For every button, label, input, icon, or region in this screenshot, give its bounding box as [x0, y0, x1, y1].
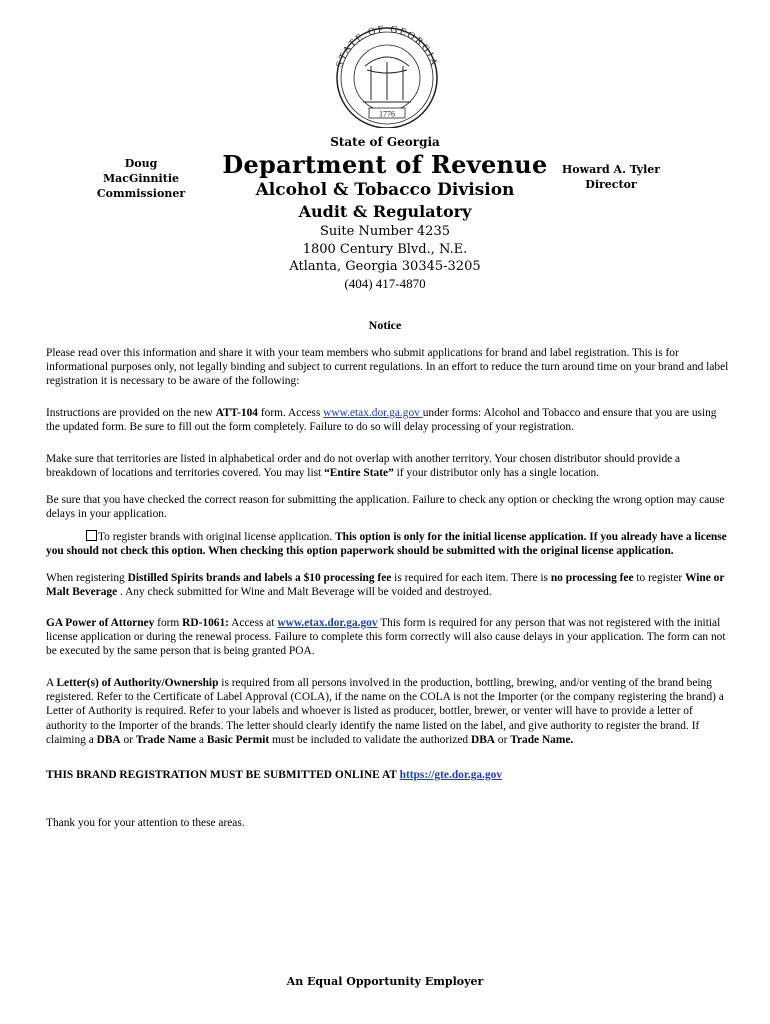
letter-of-authority-paragraph: A Letter(s) of Authority/Ownership is required from all persons involved in the production, bottling, brewing, and/or venting of the brand being registered. Refer to the Certificate of Label Approval (COLA), if the name on the COLA is not the Importer (or the company registering the brand) a Letter of Authority is required. Refer to your labels and whoever is listed as producer, bottler, brewer, or venter will have to provide a letter of authority to the Importer of the brands. The letter should clearly identify the name listed on the label, and give authority to register the brand. If claiming a DBA or Trade Name a Basic Permit must be included to validate the authorized DBA or Trade Name. [46, 677, 724, 746]
power-of-attorney-paragraph: GA Power of Attorney form RD-1061: Access at www.etax.dor.ga.gov This form is required for any person that was not registered with the initial license application or during the renewal process. Failure to complete this form correctly will also cause delays in your application. The form can not be executed by the same person that is being granted POA. [46, 617, 726, 658]
equal-opportunity-footer: An Equal Opportunity Employer [286, 975, 484, 988]
phone-number: (404) 417-4870 [344, 276, 426, 291]
commissioner-block [86, 156, 196, 201]
svg-text:STATE OF GEORGIA: STATE OF GEORGIA [334, 23, 440, 69]
poa-etax-link[interactable]: www.etax.dor.ga.gov [277, 617, 378, 629]
notice-title: Notice [368, 318, 402, 332]
address-city: Atlanta, Georgia 30345-3205 [289, 259, 481, 274]
commissioner-title: Commissioner [96, 187, 186, 200]
reason-paragraph: Be sure that you have checked the correct reason for submitting the application. Failure to check any option or checking the wrong option may cause delays in your application. [46, 494, 725, 521]
address-suite: Suite Number 4235 [319, 224, 450, 239]
original-license-paragraph: To register brands with original license application. This option is only for the initial license application. If you already have a license you should not check this option. When checking this option paperwork should be submitted with the original license application. [46, 531, 727, 558]
georgia-state-seal [307, 18, 467, 128]
state-name: State of Georgia [330, 135, 440, 149]
address-street: 1800 Century Blvd., N.E. [302, 242, 468, 257]
director-title: Director [585, 178, 637, 191]
department-name: Department of Revenue [222, 150, 548, 179]
territories-paragraph: Make sure that territories are listed in alphabetical order and do not overlap with another territory. Your chosen distributor should provide a breakdown of locations and territories covered. You may list “Entire State” if your distributor only has a single location. [46, 453, 681, 480]
seal-year: 1776 [379, 109, 395, 119]
processing-fee-paragraph: When registering Distilled Spirits brands and labels a $10 processing fee is required for each item. There is no processing fee to register Wine or Malt Beverage . Any check submitted for Wine and Malt Beverage will be voided and destroyed. [46, 572, 725, 599]
commissioner-name: Doug MacGinnitie [102, 157, 179, 185]
original-license-checkbox[interactable] [86, 530, 97, 541]
submit-online-paragraph: THIS BRAND REGISTRATION MUST BE SUBMITTED ONLINE AT https://gte.dor.ga.gov [46, 769, 503, 781]
unit-name: Audit & Regulatory [298, 202, 472, 221]
etax-link[interactable]: www.etax.dor.ga.gov [323, 407, 423, 419]
intro-paragraph: Please read over this information and share it with your team members who submit applications for brand and label registration. This is for informational purposes only, not legally binding and subject to current regulations. In an effort to reduce the turn around time on your brand and label registration it is necessary to be aware of the following: [46, 347, 729, 388]
director-block [556, 162, 666, 192]
instructions-paragraph: Instructions are provided on the new ATT-104 form. Access www.etax.dor.ga.gov under forms: Alcohol and Tobacco and ensure that you are using the updated form. Be sure to fill out the form completely. Failure to do so will delay processing of your registration. [46, 407, 717, 434]
gte-link[interactable]: https://gte.dor.ga.gov [399, 769, 503, 781]
thank-you-paragraph: Thank you for your attention to these areas. [46, 817, 245, 829]
division-name: Alcohol & Tobacco Division [255, 180, 515, 200]
director-name: Howard A. Tyler [561, 163, 661, 176]
